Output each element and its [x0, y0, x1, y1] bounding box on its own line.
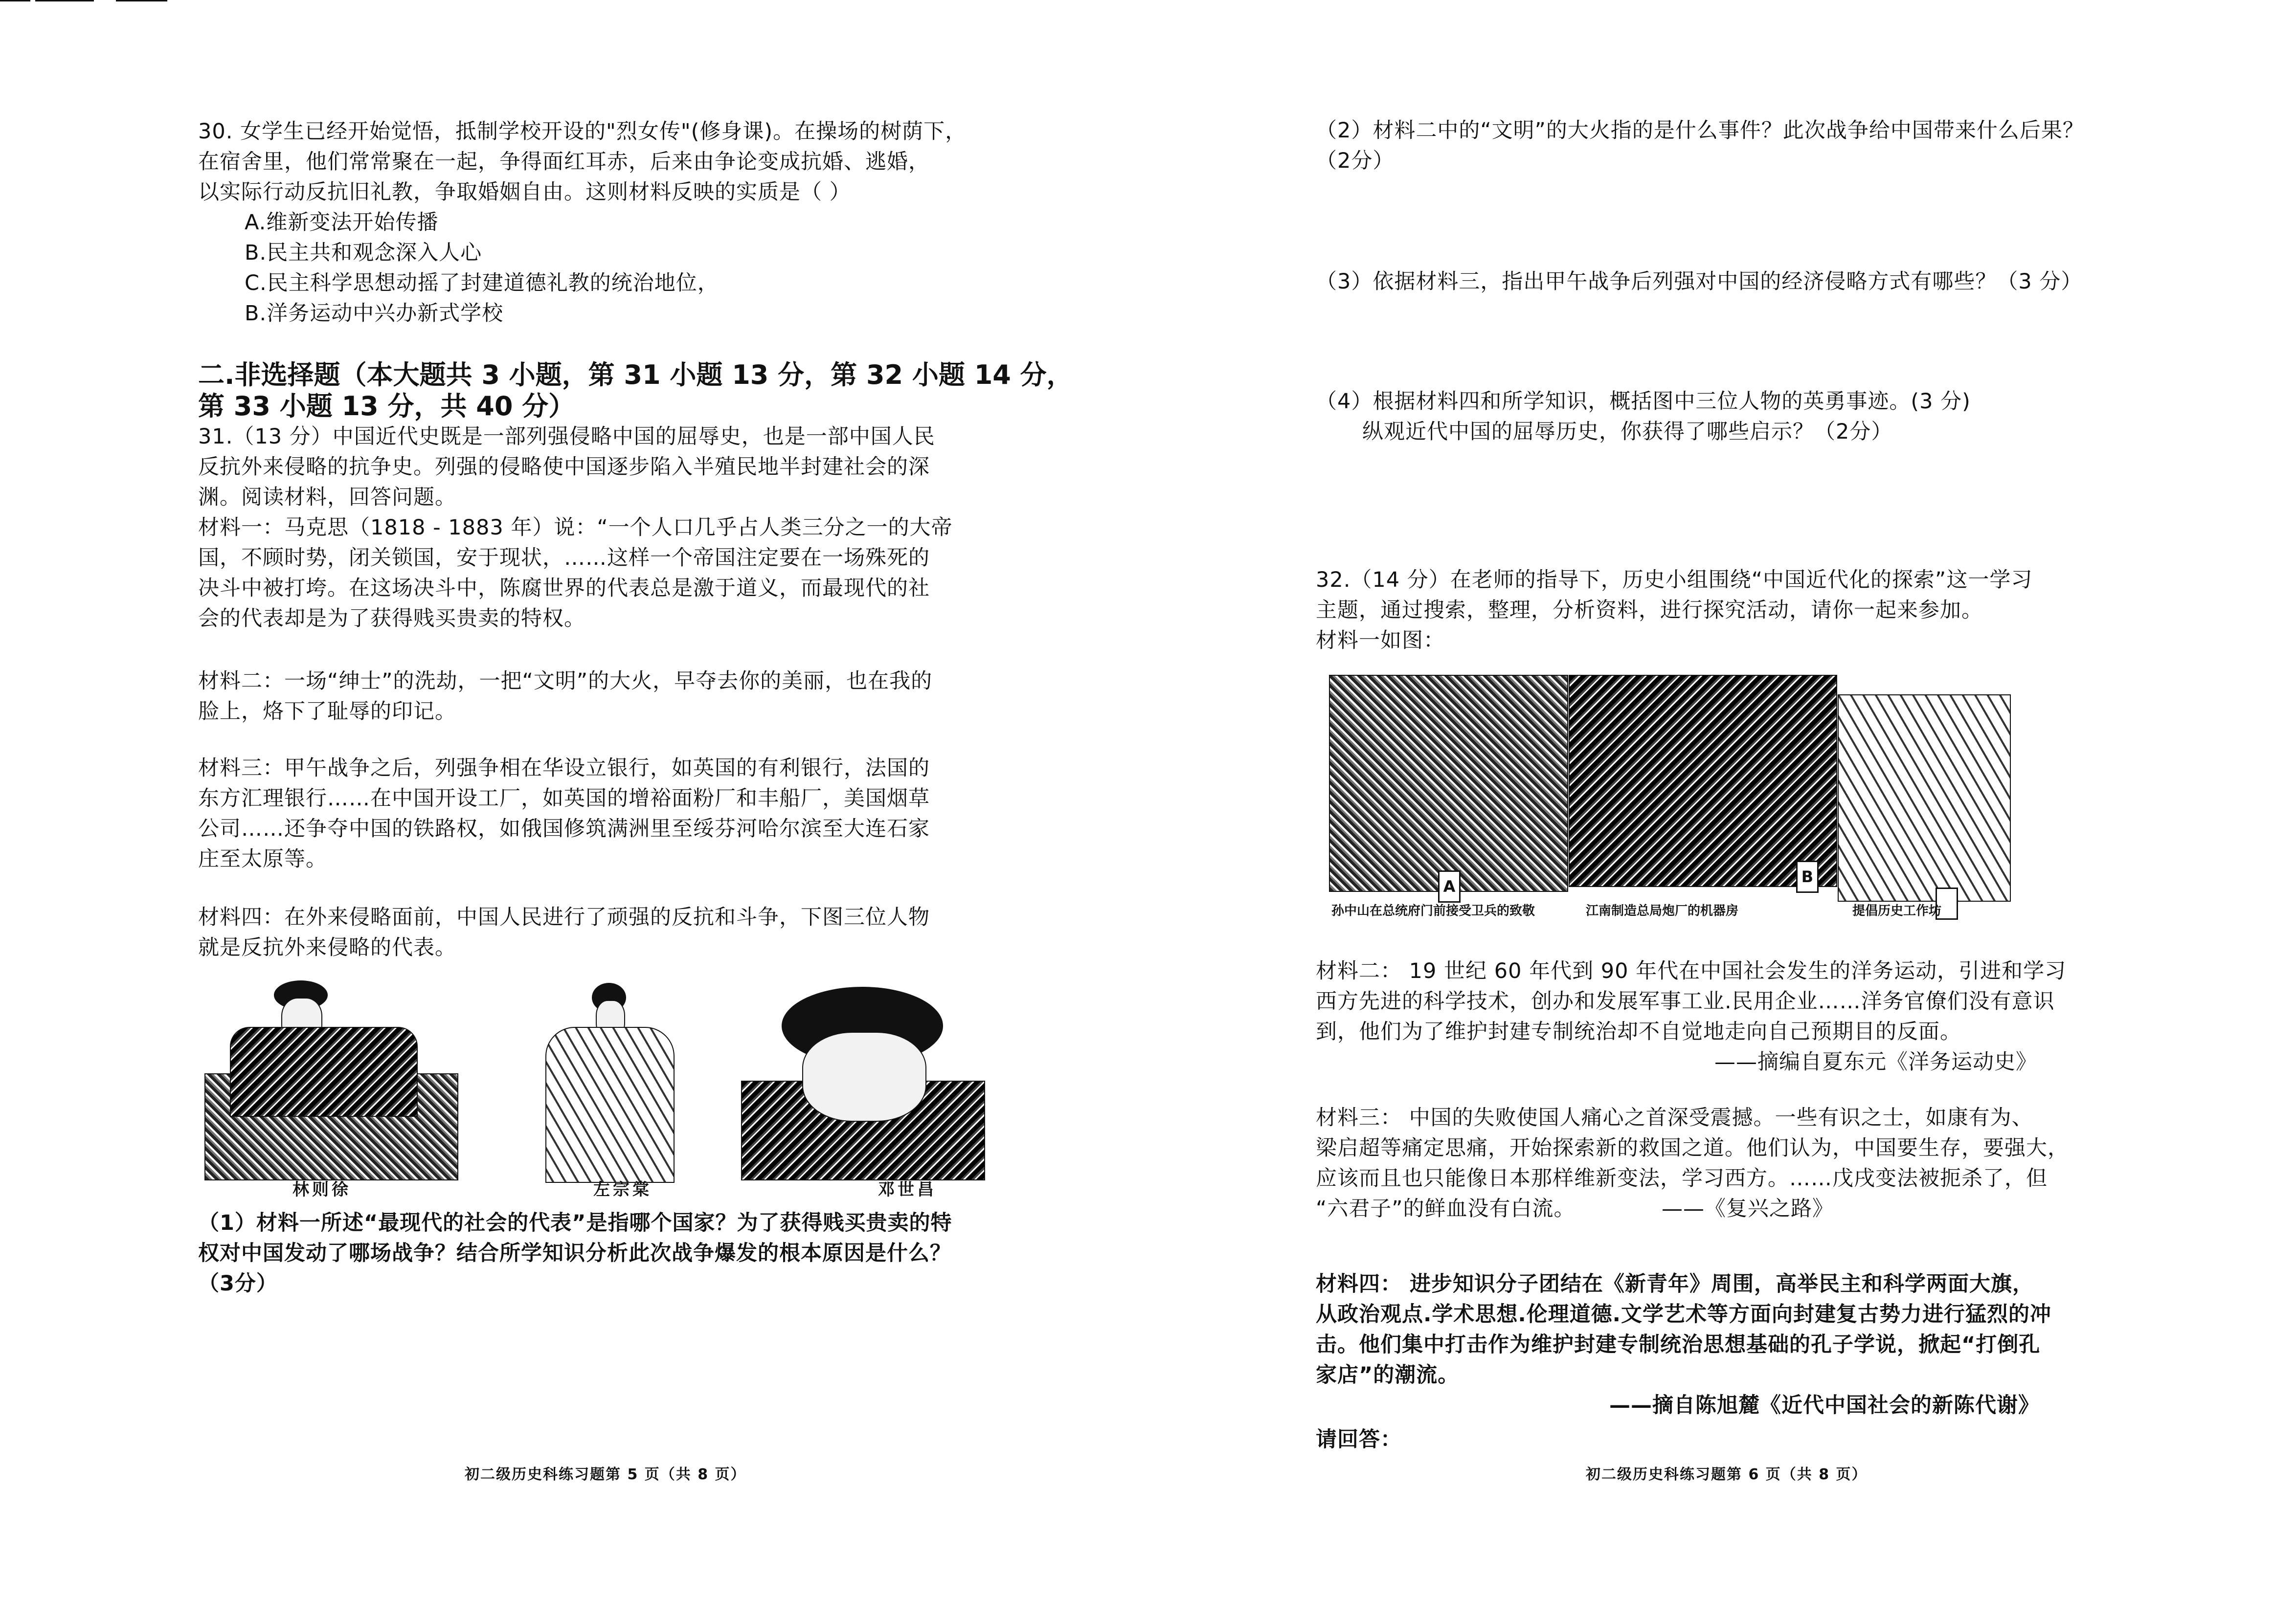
option-a: A.维新变法开始传播: [245, 210, 439, 235]
material-1-line: 材料一：马克思（1818 - 1883 年）说：“一个人口几乎占人类三分之一的大帝: [198, 515, 953, 540]
intro-line: 主题，通过搜索，整理，分析资料，进行探究活动，请你一起来参加。: [1316, 598, 1983, 622]
photo-jiangnan-arsenal: [1569, 675, 1837, 887]
material-3-line: 东方汇理银行……在中国开设工厂，如英国的增裕面粉厂和丰船厂，美国烟草: [198, 786, 930, 811]
material-4: [1316, 1269, 2157, 1455]
material-2: [198, 666, 1030, 727]
portrait-label-lin-zexu: 林则徐: [293, 1180, 351, 1199]
material-3-line: 梁启超等痛定思痛，开始探索新的救国之道。他们认为，中国要生存，要强大，: [1316, 1136, 2069, 1160]
material-2-line: 脸上，烙下了耻辱的印记。: [198, 699, 456, 724]
material-3-line: 应该而且也只能像日本那样维新变法，学习西方。……戊戌变法被扼杀了，但: [1316, 1166, 2048, 1191]
label-box-a: A: [1438, 870, 1461, 903]
figure-caption-c: 提倡历史工作坊: [1852, 904, 1942, 918]
material-2: [1316, 956, 2157, 1077]
material-2-line: 材料二：一场“绅士”的洗劫，一把“文明”的大火，早夺去你的美丽，也在我的: [198, 669, 933, 693]
photo-sun-yatsen: [1329, 675, 1568, 892]
option-c: C.民主科学思想动摇了封建道德礼教的统治地位，: [245, 271, 719, 295]
material-3: [198, 753, 1030, 874]
intro-line: 渊。阅读材料，回答问题。: [198, 485, 456, 510]
question-31-sub-1: [198, 1208, 1030, 1299]
section-heading-line: 二.非选择题（本大题共 3 小题，第 31 小题 13 分，第 32 小题 14 分，: [198, 359, 1073, 390]
sub-question-line: 权对中国发动了哪场战争？结合所学知识分析此次战争爆发的根本原因是什么？: [198, 1241, 951, 1266]
question-30-stem: 以实际行动反抗旧礼教，争取婚姻自由。这则材料反映的实质是（ ）: [198, 180, 851, 204]
photo-third: [1838, 694, 2011, 902]
page-footer: 初二级历史科练习题第 5 页（共 8 页）: [465, 1466, 746, 1483]
material-1-line: 会的代表却是为了获得贱买贵卖的特权。: [198, 606, 585, 631]
portrait-label-zuo-zongtang: 左宗棠: [593, 1180, 652, 1199]
option-b: B.民主共和观念深入人心: [245, 241, 482, 265]
intro-line: 反抗外来侵略的抗争史。列强的侵略使中国逐步陷入半殖民地半封建社会的深: [198, 455, 930, 479]
material-3-line: 材料三： 中国的失败使国人痛心之首深受震撼。一些有识之士，如康有为、: [1316, 1106, 2033, 1130]
section-2-heading: [198, 359, 1073, 422]
page-6: [1148, 0, 2296, 1599]
material-4-line: 材料四： 进步知识分子团结在《新青年》周围，高举民主和科学两面大旗，: [1316, 1272, 2034, 1296]
material-4: [198, 902, 1030, 963]
material-4-line: 就是反抗外来侵略的代表。: [198, 935, 456, 960]
material-4-line: 击。他们集中打击作为维护封建专制统治思想基础的孔子学说，掀起“打倒孔: [1316, 1332, 2041, 1357]
portrait-image: [545, 1027, 675, 1183]
sub-question-line: （3分）: [198, 1271, 278, 1296]
portrait-label-deng-shichang: 邓世昌: [878, 1180, 937, 1199]
material-2-line: 到，他们为了维护封建专制统治却不自觉地走向自己预期目的反面。: [1316, 1020, 1961, 1044]
material-2-line: 材料二： 19 世纪 60 年代到 90 年代在中国社会发生的洋务运动，引进和学习: [1316, 959, 2067, 983]
material-4-source: ——摘自陈旭麓《近代中国社会的新陈代谢》: [1609, 1393, 2040, 1418]
question-31-sub-2: [1316, 115, 2157, 176]
figure-caption-a: 孙中山在总统府门前接受卫兵的致敬: [1331, 904, 1535, 918]
question-30-stem: 30. 女学生已经开始觉悟，抵制学校开设的"烈女传"(修身课)。在操场的树荫下，: [198, 119, 967, 144]
material-2-line: 西方先进的科学技术，创办和发展军事工业.民用企业……洋务官僚们没有意识: [1316, 989, 2055, 1014]
intro-line: 32.（14 分）在老师的指导下，历史小组围绕“中国近代化的探索”这一学习: [1316, 568, 2033, 592]
question-30: [198, 116, 1030, 329]
material-3-line: “六君子”的鲜血没有白流。: [1316, 1197, 1576, 1221]
sub-question-line: （1）材料一所述“最现代的社会的代表”是指哪个国家？为了获得贱买贵卖的特: [198, 1211, 952, 1235]
question-31-sub-3: [1316, 266, 2157, 297]
material-1-line: 决斗中被打垮。在这场决斗中，陈腐世界的代表总是激于道义，而最现代的社: [198, 576, 930, 600]
portrait-robe: [230, 1027, 418, 1117]
answer-prompt: 请回答：: [1316, 1427, 1402, 1452]
question-32-intro: [1316, 565, 2157, 656]
section-heading-line: 第 33 小题 13 分，共 40 分）: [198, 391, 575, 422]
sub-question-line: 纵观近代中国的屈辱历史，你获得了哪些启示？（2分）: [1362, 420, 1893, 444]
material-4-line: 从政治观点.学术思想.伦理道德.文学艺术等方面向封建复古势力进行猛烈的冲: [1316, 1302, 2052, 1327]
material-3-line: 庄至太原等。: [198, 847, 327, 871]
intro-line: 材料一如图：: [1316, 628, 1445, 653]
material-4-line: 材料四：在外来侵略面前，中国人民进行了顽强的反抗和斗争，下图三位人物: [198, 905, 930, 930]
material-1-line: 国，不顾时势，闭关锁国，安于现状，……这样一个帝国注定要在一场殊死的: [198, 546, 930, 570]
question-31-intro: [198, 422, 1030, 634]
material-2-source: ——摘编自夏东元《洋务运动史》: [1714, 1050, 2037, 1074]
figure-caption-b: 江南制造总局炮厂的机器房: [1586, 904, 1739, 918]
portrait-face: [802, 1032, 926, 1122]
sub-question-line: （4）根据材料四和所学知识，概括图中三位人物的英勇事迹。(3 分): [1316, 389, 1971, 414]
material-4-line: 家店”的潮流。: [1316, 1363, 1460, 1387]
label-box-b: B: [1796, 861, 1819, 893]
question-31-sub-4: [1316, 386, 2157, 447]
sub-question-line: （2分）: [1316, 149, 1395, 173]
option-d: B.洋务运动中兴办新式学校: [245, 301, 504, 326]
sub-question-line: （3）依据材料三，指出甲午战争后列强对中国的经济侵略方式有哪些？（3 分）: [1316, 269, 2083, 294]
material-3-source: ——《复兴之路》: [1662, 1197, 1834, 1221]
sub-question-line: （2）材料二中的“文明”的大火指的是什么事件？此次战争给中国带来什么后果？: [1316, 118, 2084, 143]
page-footer: 初二级历史科练习题第 6 页（共 8 页）: [1586, 1466, 1868, 1483]
question-30-stem: 在宿舍里，他们常常聚在一起，争得面红耳赤，后来由争论变成抗婚、逃婚，: [198, 150, 930, 174]
intro-line: 31.（13 分）中国近代史既是一部列强侵略中国的屈辱史，也是一部中国人民: [198, 424, 935, 449]
material-3-line: 材料三：甲午战争之后，列强争相在华设立银行，如英国的有利银行，法国的: [198, 756, 930, 780]
material-3-line: 公司……还争夺中国的铁路权，如俄国修筑满洲里至绥芬河哈尔滨至大连石家: [198, 817, 930, 841]
